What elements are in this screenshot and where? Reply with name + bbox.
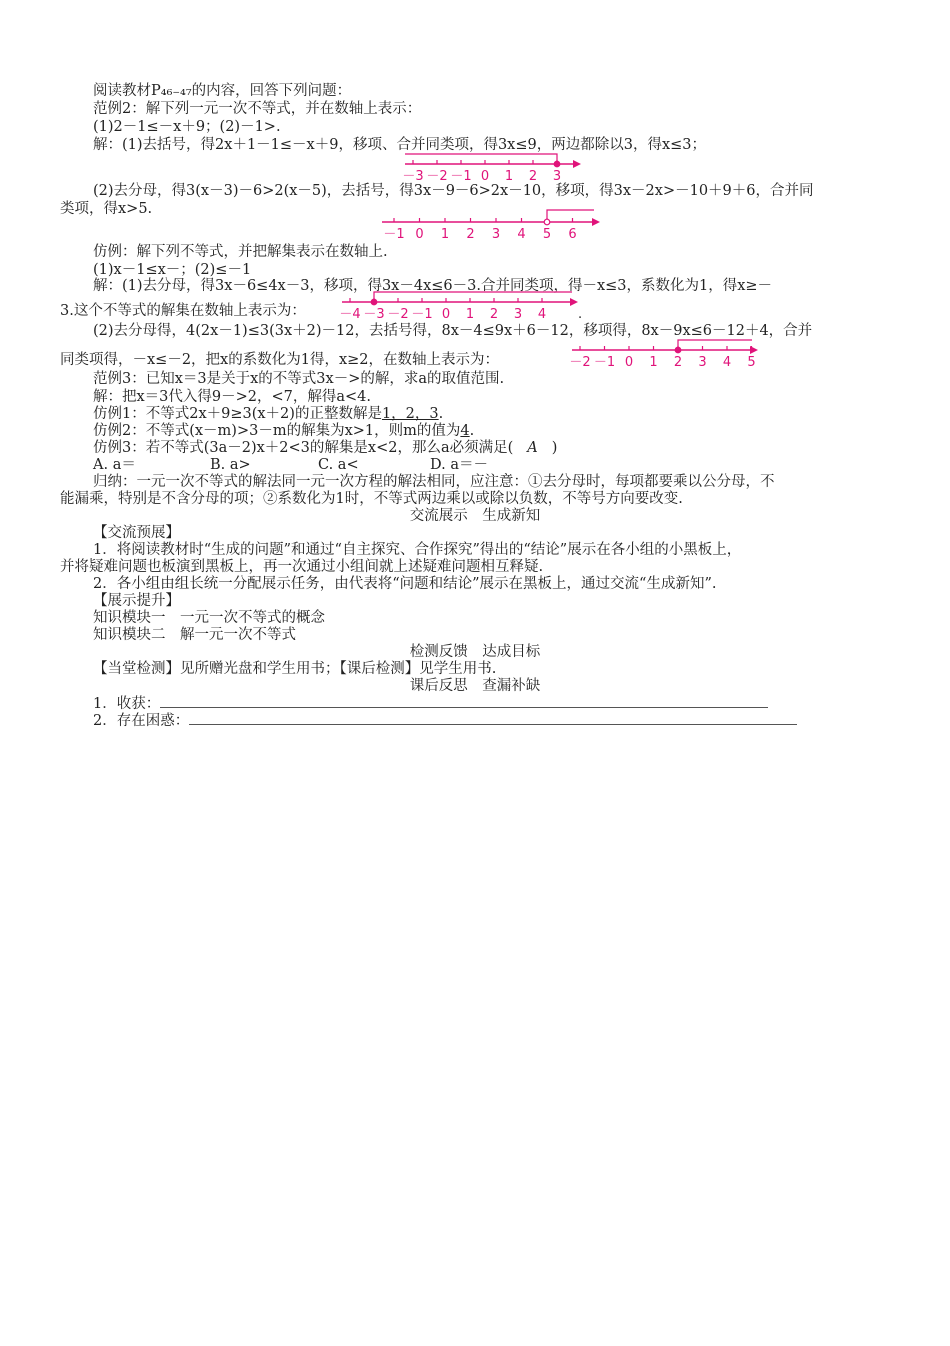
imitation1-text: 仿例1：不等式2x＋9≥3(x＋2)的正整数解是: [93, 406, 382, 422]
exchange-title: 【交流预展】: [93, 525, 180, 541]
example2-question: (1)2－1≤－x＋9；(2)－1>.: [93, 119, 281, 135]
tick-label: 3: [552, 169, 562, 184]
solid-dot: [675, 347, 681, 353]
tick-label: 5: [747, 355, 756, 370]
tick-label: －1: [450, 169, 472, 184]
hollow-dot: [544, 219, 550, 225]
intro-line: 阅读教材P₄₆₋₄₇的内容，回答下列问题：: [93, 83, 352, 99]
option-a: A. a＝: [93, 457, 136, 473]
tick-label: －2: [387, 307, 409, 322]
solid-dot: [554, 161, 560, 167]
imitation-question: (1)x－1≤x－；(2)≤－1: [93, 262, 252, 278]
tick-label: 6: [568, 227, 577, 242]
example2-solution-2b: 类项，得x>5.: [60, 201, 153, 217]
section-reflect-heading: 课后反思 查漏补缺: [409, 678, 541, 694]
imitation-solution-1b: 3.这个不等式的解集在数轴上表示为：: [60, 303, 306, 319]
option-c: C. a<: [318, 457, 359, 473]
summary-line-2: 能漏乘，特别是不含分母的项；②系数化为1时，不等式两边乘以或除以负数，不等号方向要改变.: [60, 491, 683, 507]
tick-label: 1: [504, 169, 514, 184]
imitation3-text: 仿例3：若不等式(3a－2)x＋2<3的解集是x<2，那么a必须满足(: [93, 440, 514, 456]
number-line-4: [569, 338, 762, 372]
exchange-item-1b: 并将疑难问题也板演到黑板上，再一次通过小组间就上述疑难问题相互释疑.: [60, 559, 544, 575]
module-1: 知识模块一 一元一次不等式的概念: [93, 610, 325, 626]
module-2: 知识模块二 解一元一次不等式: [93, 627, 296, 643]
tick-label: －3: [363, 307, 385, 322]
gain-label: 1．收获：: [93, 696, 161, 712]
imitation3-end: ): [551, 440, 558, 456]
section-check-heading: 检测反馈 达成目标: [409, 644, 541, 660]
tick-label: －1: [593, 355, 616, 370]
tick-label: 4: [517, 227, 526, 242]
imitation2-end: .: [469, 423, 475, 439]
solution-ray: [405, 154, 557, 164]
tick-label: 1: [649, 355, 658, 370]
tick-label: 1: [440, 227, 450, 242]
solid-dot: [371, 299, 377, 305]
tick-label: 2: [466, 227, 475, 242]
tick-label: －1: [411, 307, 433, 322]
example2-title: 范例2：解下列一元一次不等式，并在数轴上表示：: [93, 101, 422, 117]
tick-label: 0: [415, 227, 424, 242]
tick-label: 0: [624, 355, 634, 370]
axis-arrow-icon: [570, 298, 578, 306]
tick-label: 3: [698, 355, 707, 370]
tick-label: 1: [465, 307, 475, 322]
tick-label: 2: [673, 355, 683, 370]
confusion-line: [0, 712, 950, 729]
imitation2-text: 仿例2：不等式(x－m)>3－m的解集为x>1，则m的值为: [93, 423, 461, 439]
tick-label: －3: [402, 169, 424, 184]
example3-title: 范例3：已知x＝3是关于x的不等式3x－>的解，求a的取值范围.: [93, 371, 505, 387]
tick-label: －2: [426, 169, 448, 184]
section-exchange-heading: 交流展示 生成新知: [409, 508, 541, 524]
tick-label: 0: [480, 169, 490, 184]
imitation1-end: .: [438, 406, 444, 422]
axis-arrow-icon: [573, 160, 581, 168]
exchange-item-1a: 1．将阅读教材时“生成的问题”和通过“自主探究、合作探究”得出的“结论”展示在各小组的小黑板上，: [93, 542, 742, 558]
axis-arrow-icon: [592, 218, 600, 226]
check-line: 【当堂检测】见所赠光盘和学生用书；【课后检测】见学生用书.: [93, 661, 497, 677]
example3-solution: 解：把x＝3代入得9－>2，<7，解得a<4.: [93, 389, 372, 405]
imitation1-answer: 1，2，3: [381, 406, 439, 422]
imitation2-answer: 4: [460, 423, 470, 439]
tick-label: 5: [542, 227, 552, 242]
tick-label: 2: [489, 307, 499, 322]
example2-solution-2a: (2)去分母，得3(x－3)－6>2(x－5)，去括号，得3x－9－6>2x－10，移项，得3x－2x>－10＋9＋6，合并同: [93, 183, 814, 199]
exchange-item-2: 2．各小组由组长统一分配展示任务，由代表将“问题和结论”展示在黑板上，通过交流“生成新知”.: [93, 576, 717, 592]
solution-ray: [678, 340, 752, 350]
tick-label: 3: [513, 307, 523, 322]
number-line-2: [382, 210, 602, 244]
tick-label: 4: [537, 307, 547, 322]
tick-label: 4: [722, 355, 732, 370]
tick-label: 3: [491, 227, 501, 242]
solution-ray: [547, 210, 594, 222]
summary-line-1: 归纳：一元一次不等式的解法同一元一次方程的解法相同，应注意：①去分母时，每项都要乘以公分母，不: [93, 474, 775, 490]
tick-label: 0: [441, 307, 451, 322]
confusion-label: 2．存在困惑：: [93, 713, 190, 729]
number-line-1: [402, 152, 585, 184]
trailing-period: .: [578, 307, 583, 322]
imitation-solution-1a: 解：(1)去分母，得3x－6≤4x－3，移项，得3x－4x≤6－3.合并同类项，得－x≤3，系数化为1，得x≥－: [93, 278, 773, 294]
confusion-blank[interactable]: [189, 712, 797, 725]
imitation3-answer: A: [527, 440, 538, 456]
imitation-solution-2a: (2)去分母得，4(2x－1)≤3(3x＋2)－12，去括号得，8x－4≤9x＋6－12，移项得，8x－9x≤6－12＋4，合并: [93, 323, 813, 339]
imitation1-line: [0, 406, 950, 422]
imitation-title: 仿例：解下列不等式，并把解集表示在数轴上.: [93, 244, 388, 260]
tick-label: 2: [528, 169, 538, 184]
example2-solution-1: 解：(1)去括号，得2x＋1－1≤－x＋9，移项、合并同类项，得3x≤9，两边都除以3，得x≤3；: [93, 137, 706, 153]
show-title: 【展示提升】: [93, 593, 180, 609]
gain-blank[interactable]: [160, 695, 768, 708]
imitation2-line: [0, 423, 950, 439]
tick-label: －1: [383, 227, 405, 242]
option-d: D. a＝－: [430, 457, 488, 473]
tick-label: －4: [339, 307, 361, 322]
option-b: B. a>: [210, 457, 251, 473]
imitation-solution-2b: 同类项得，－x≤－2，把x的系数化为1得，x≥2，在数轴上表示为：: [60, 352, 500, 368]
gain-line: [0, 695, 950, 712]
tick-label: －2: [569, 355, 591, 370]
imitation3-line: [0, 440, 950, 456]
number-line-3: [339, 292, 583, 326]
